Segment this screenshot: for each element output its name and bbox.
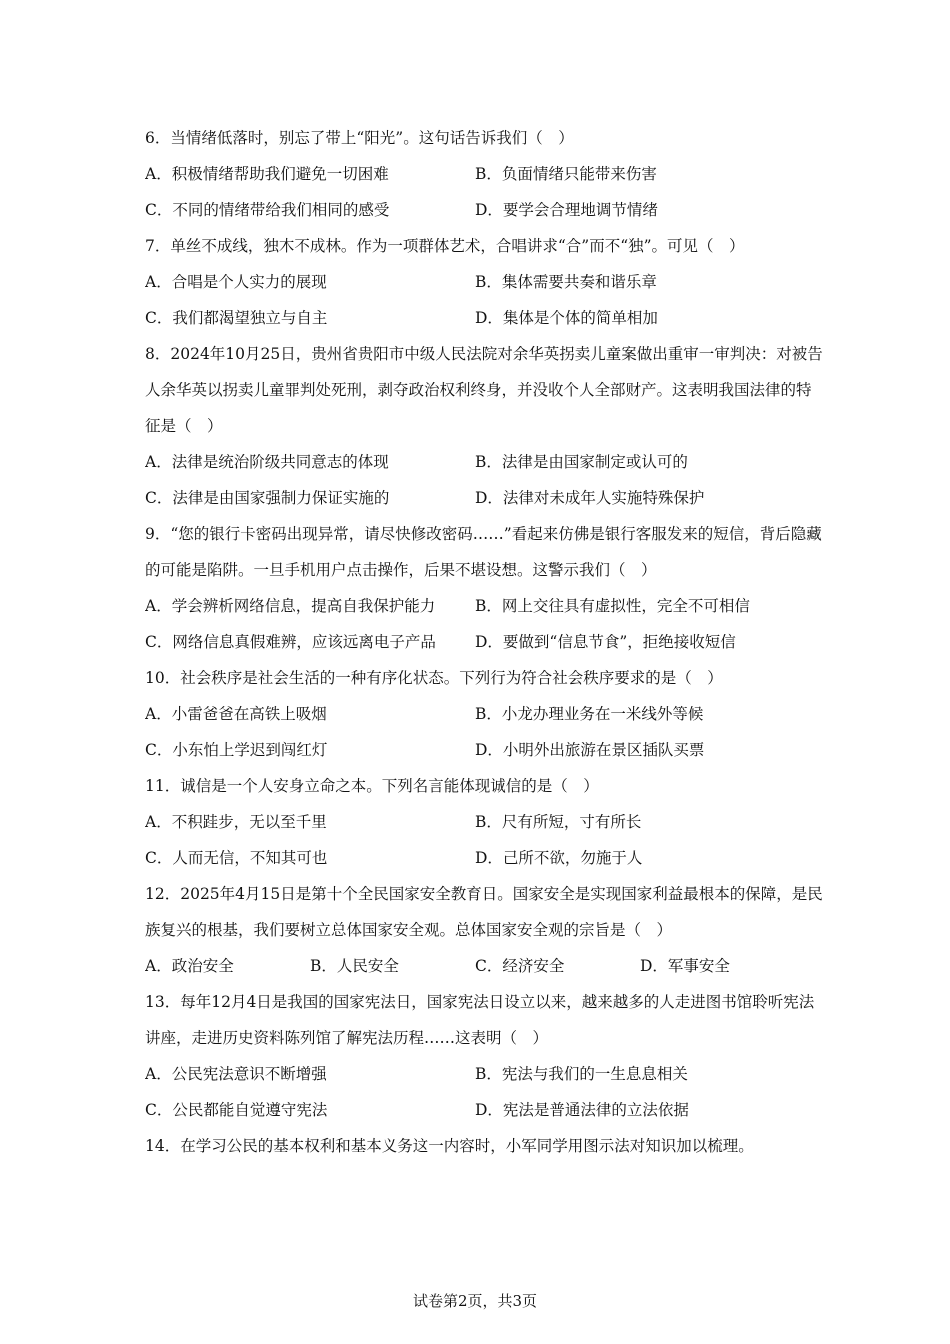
- question-stem: 14．在学习公民的基本权利和基本义务这一内容时，小军同学用图示法对知识加以梳理。: [145, 1137, 754, 1155]
- answer-option: B．尺有所短，寸有所长: [475, 813, 642, 831]
- answer-option: C．公民都能自觉遵守宪法: [145, 1101, 328, 1119]
- answer-option: C．小东怕上学迟到闯红灯: [145, 741, 328, 759]
- question-block: [145, 516, 825, 660]
- page-footer: 试卷第2页，共3页: [412, 1292, 538, 1310]
- question-block: [145, 228, 825, 336]
- question-block: [145, 984, 825, 1128]
- question-stem: 11．诚信是一个人安身立命之本。下列名言能体现诚信的是（ ）: [145, 777, 599, 795]
- answer-option: A．小雷爸爸在高铁上吸烟: [145, 705, 327, 723]
- answer-option: A．公民宪法意识不断增强: [145, 1065, 327, 1083]
- answer-option: D．法律对未成年人实施特殊保护: [475, 489, 705, 507]
- answer-option: D．宪法是普通法律的立法依据: [475, 1101, 689, 1119]
- option-group: [145, 696, 825, 768]
- answer-option: B．网上交往具有虚拟性，完全不可相信: [475, 597, 750, 615]
- answer-option: A．政治安全: [145, 957, 234, 975]
- question-stem: 9．“您的银行卡密码出现异常，请尽快修改密码……”看起来仿佛是银行客服发来的短信，背后隐藏的可能是陷阱。一旦手机用户点击操作，后果不堪设想。这警示我们（ ）: [145, 525, 822, 579]
- option-group: [145, 1056, 825, 1128]
- question-block: [145, 768, 825, 876]
- answer-option: B．宪法与我们的一生息息相关: [475, 1065, 688, 1083]
- answer-option: C．人而无信，不知其可也: [145, 849, 328, 867]
- answer-option: B．负面情绪只能带来伤害: [475, 165, 657, 183]
- question-list: [145, 120, 825, 1164]
- answer-option: D．小明外出旅游在景区插队买票: [475, 741, 705, 759]
- option-group: [145, 156, 825, 228]
- option-group: [145, 948, 825, 984]
- question-stem: 10．社会秩序是社会生活的一种有序化状态。下列行为符合社会秩序要求的是（ ）: [145, 669, 723, 687]
- question-stem: 7．单丝不成线，独木不成林。作为一项群体艺术，合唱讲求“合”而不“独”。可见（ ）: [145, 237, 745, 255]
- question-block: [145, 660, 825, 768]
- question-stem: 13．每年12月4日是我国的国家宪法日，国家宪法日设立以来，越来越多的人走进图书馆聆听宪法讲座，走进历史资料陈列馆了解宪法历程……这表明（ ）: [145, 993, 815, 1047]
- answer-option: A．法律是统治阶级共同意志的体现: [145, 453, 389, 471]
- answer-option: C．不同的情绪带给我们相同的感受: [145, 201, 390, 219]
- answer-option: D．要学会合理地调节情绪: [475, 201, 658, 219]
- answer-option: C．我们都渴望独立与自主: [145, 309, 328, 327]
- answer-option: C．网络信息真假难辨，应该远离电子产品: [145, 633, 436, 651]
- answer-option: A．不积跬步，无以至千里: [145, 813, 327, 831]
- answer-option: B．法律是由国家制定或认可的: [475, 453, 688, 471]
- question-stem: 6．当情绪低落时，别忘了带上“阳光”。这句话告诉我们（ ）: [145, 129, 574, 147]
- answer-option: A．学会辨析网络信息，提高自我保护能力: [145, 597, 436, 615]
- answer-option: D．己所不欲，勿施于人: [475, 849, 643, 867]
- question-block: [145, 336, 825, 516]
- answer-option: A．积极情绪帮助我们避免一切困难: [145, 165, 389, 183]
- question-block: [145, 1128, 825, 1164]
- answer-option: C．法律是由国家强制力保证实施的: [145, 489, 390, 507]
- answer-option: D．要做到“信息节食”，拒绝接收短信: [475, 633, 736, 651]
- answer-option: A．合唱是个人实力的展现: [145, 273, 327, 291]
- option-group: [145, 804, 825, 876]
- option-group: [145, 264, 825, 336]
- answer-option: B．小龙办理业务在一米线外等候: [475, 705, 704, 723]
- answer-option: D．军事安全: [640, 957, 730, 975]
- option-group: [145, 588, 825, 660]
- answer-option: D．集体是个体的简单相加: [475, 309, 658, 327]
- answer-option: B．人民安全: [310, 957, 399, 975]
- question-stem: 12．2025年4月15日是第十个全民国家安全教育日。国家安全是实现国家利益最根本的保障，是民族复兴的根基，我们要树立总体国家安全观。总体国家安全观的宗旨是（ ）: [145, 885, 823, 939]
- question-block: [145, 120, 825, 228]
- question-block: [145, 876, 825, 984]
- answer-option: C．经济安全: [475, 957, 565, 975]
- answer-option: B．集体需要共奏和谐乐章: [475, 273, 657, 291]
- question-stem: 8．2024年10月25日，贵州省贵阳市中级人民法院对余华英拐卖儿童案做出重审一审判决：对被告人余华英以拐卖儿童罪判处死刑，剥夺政治权利终身，并没收个人全部财产。这表明我国法律的特征是（ ）: [145, 345, 823, 435]
- option-group: [145, 444, 825, 516]
